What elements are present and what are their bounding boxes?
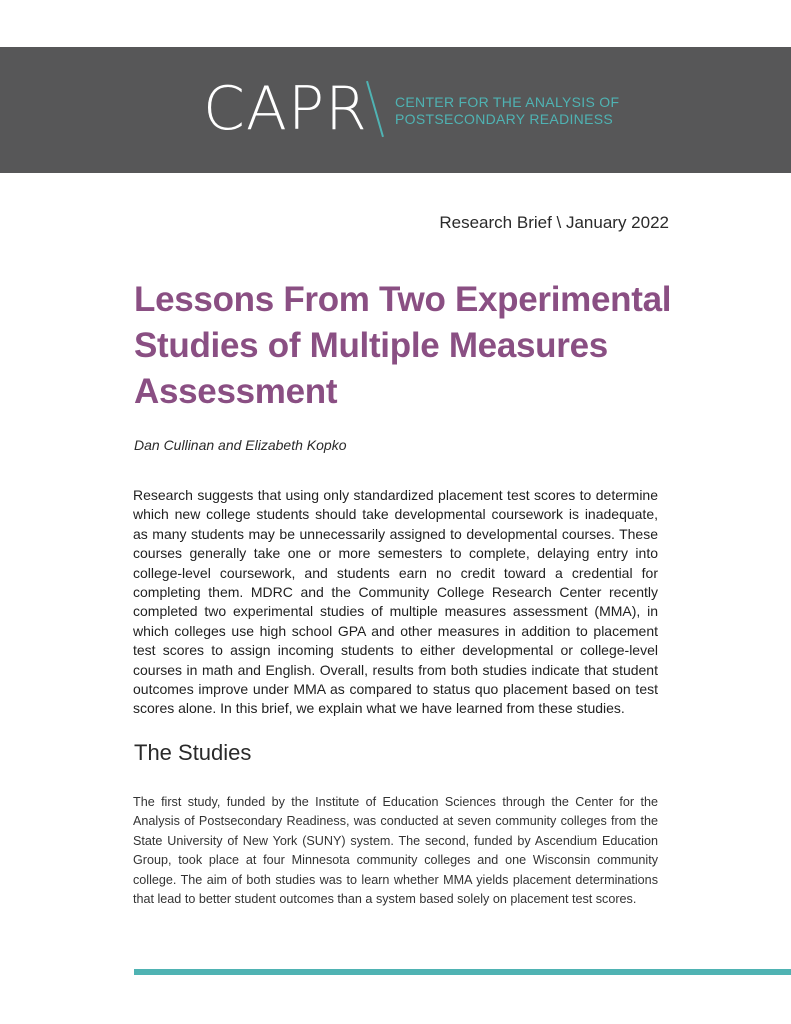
capr-logo-wordmark: CAPR [203,74,368,144]
abstract-paragraph: Research suggests that using only standardized placement test scores to determine which new college students should take developmental coursework is inadequate, as many students may be unnecessarily assigned to developmental courses. These courses generally take one or more semesters to complete, delaying entry into college-level coursework, and students earn no credit toward a credential for completing them. MDRC and the Community College Research Center recently completed two experimental studies of multiple measures assessment (MMA), in which colleges use high school GPA and other measures in addition to placement test scores to assign incoming students to either developmental or college-level courses in math and English. Overall, results from both studies indicate that student outcomes improve under MMA as compared to status quo placement based on test scores alone. In this brief, we explain what we have learned from these studies. [133,487,658,717]
logo-tagline [395,94,619,128]
studies-paragraph: The first study, funded by the Institute of Education Sciences through the Center for the Analysis of Postsecondary Readiness, was conducted at seven community colleges from the State University of New York (SUNY) system. The second, funded by Ascendium Education Group, took place at four Minnesota community colleges and one Wisconsin community college. The aim of both studies was to learn whether MMA yields placement determinations that lead to better student outcomes than a system based solely on placement test scores. [133,795,658,907]
logo-tagline-line-1: CENTER FOR THE ANALYSIS OF [395,94,620,110]
document-title: Lessons From Two Experimental Studies of Multiple Measures Assessment [134,280,672,411]
bottom-rule [134,969,791,975]
section-heading-studies: The Studies [134,740,252,765]
logo-tagline-line-2: POSTSECONDARY READINESS [395,111,613,127]
authors-line: Dan Cullinan and Elizabeth Kopko [134,437,347,453]
brief-date-line: Research Brief \ January 2022 [439,213,669,232]
